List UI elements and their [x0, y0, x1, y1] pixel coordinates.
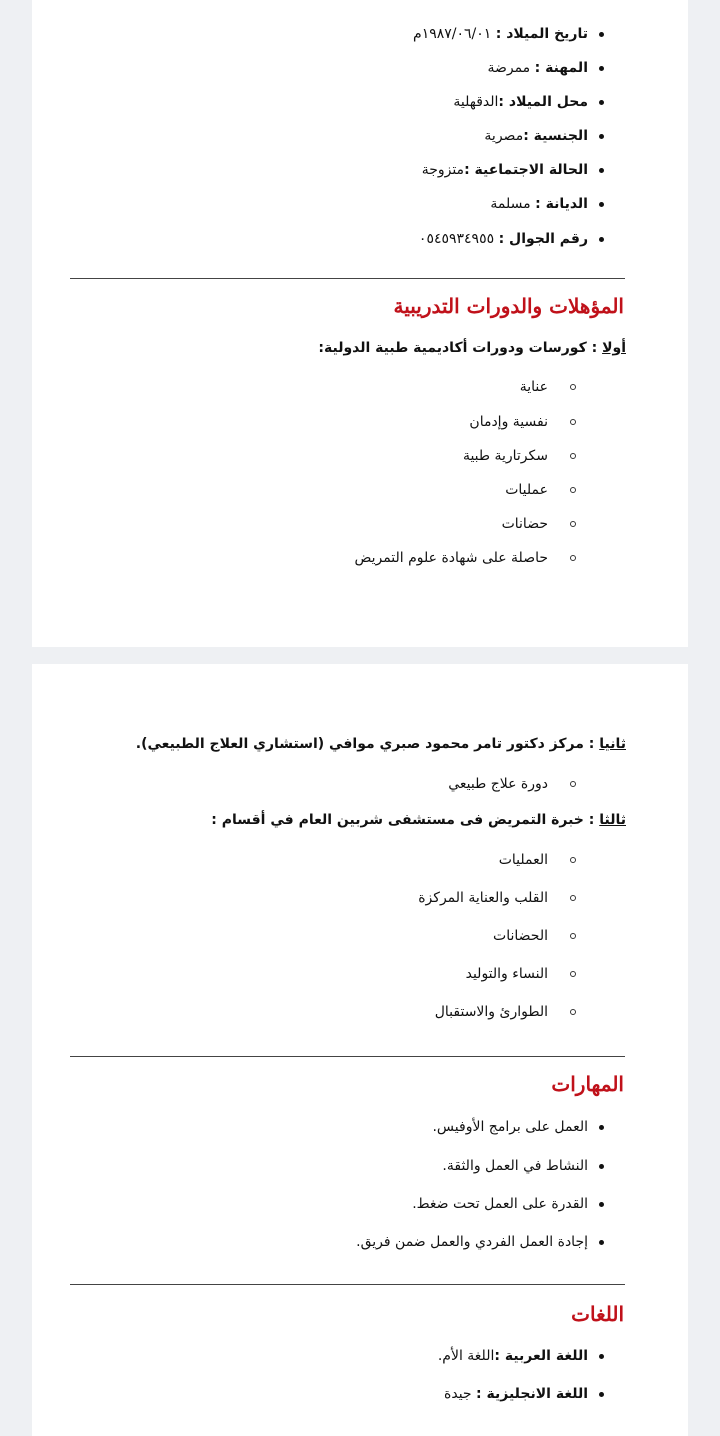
list-item: الحالة الاجتماعية :متزوجة [421, 162, 588, 178]
languages-title: اللغات [571, 1302, 624, 1326]
document-page-2 [32, 664, 688, 1436]
list-item: نفسية وإدمان [469, 414, 548, 430]
list-item: حضانات [501, 516, 548, 532]
document-page-1 [32, 0, 688, 647]
list-item: القدرة على العمل تحت ضغط. [412, 1196, 588, 1212]
skills-title: المهارات [551, 1072, 624, 1096]
list-item: إجادة العمل الفردي والعمل ضمن فريق. [356, 1234, 588, 1250]
section-divider [70, 1056, 625, 1057]
list-item: النشاط في العمل والثقة. [442, 1158, 588, 1174]
list-item: العمل على برامج الأوفيس. [432, 1119, 588, 1135]
list-item: عمليات [505, 482, 548, 498]
list-item: الجنسية :مصرية [484, 128, 588, 144]
list-item: تاريخ الميلاد : ١٩٨٧/٠٦/٠١م [413, 26, 588, 42]
section-divider [70, 278, 625, 279]
list-item: حاصلة على شهادة علوم التمريض [354, 550, 548, 566]
list-item: محل الميلاد :الدقهلية [453, 94, 588, 110]
list-item: القلب والعناية المركزة [418, 890, 548, 906]
list-item: المهنة : ممرضة [487, 60, 588, 76]
list-item: العمليات [498, 852, 548, 868]
list-item: سكرتارية طبية [462, 448, 548, 464]
list-item: دورة علاج طبيعي [448, 776, 548, 792]
list-item: الطوارئ والاستقبال [434, 1004, 548, 1020]
second-subheading: ثانيا : مركز دكتور تامر محمود صبري موافي (استشاري العلاج الطبيعي). [135, 736, 626, 752]
list-item: رقم الجوال : ٠٥٤٥٩٣٤٩٥٥ [418, 231, 588, 247]
list-item: اللغة العربية :اللغة الأم. [437, 1348, 588, 1364]
list-item: النساء والتوليد [465, 966, 548, 982]
qualifications-title: المؤهلات والدورات التدريبية [393, 294, 624, 318]
third-subheading: ثالثا : خبرة التمريض فى مستشفى شربين العام في أقسام : [211, 812, 626, 828]
list-item: عناية [519, 379, 548, 395]
list-item: اللغة الانجليزية : جيدة [444, 1386, 588, 1402]
first-subheading: أولا : كورسات ودورات أكاديمية طبية الدولية: [318, 340, 626, 356]
list-item: الديانة : مسلمة [490, 196, 588, 212]
list-item: الحضانات [493, 928, 548, 944]
section-divider [70, 1284, 625, 1285]
